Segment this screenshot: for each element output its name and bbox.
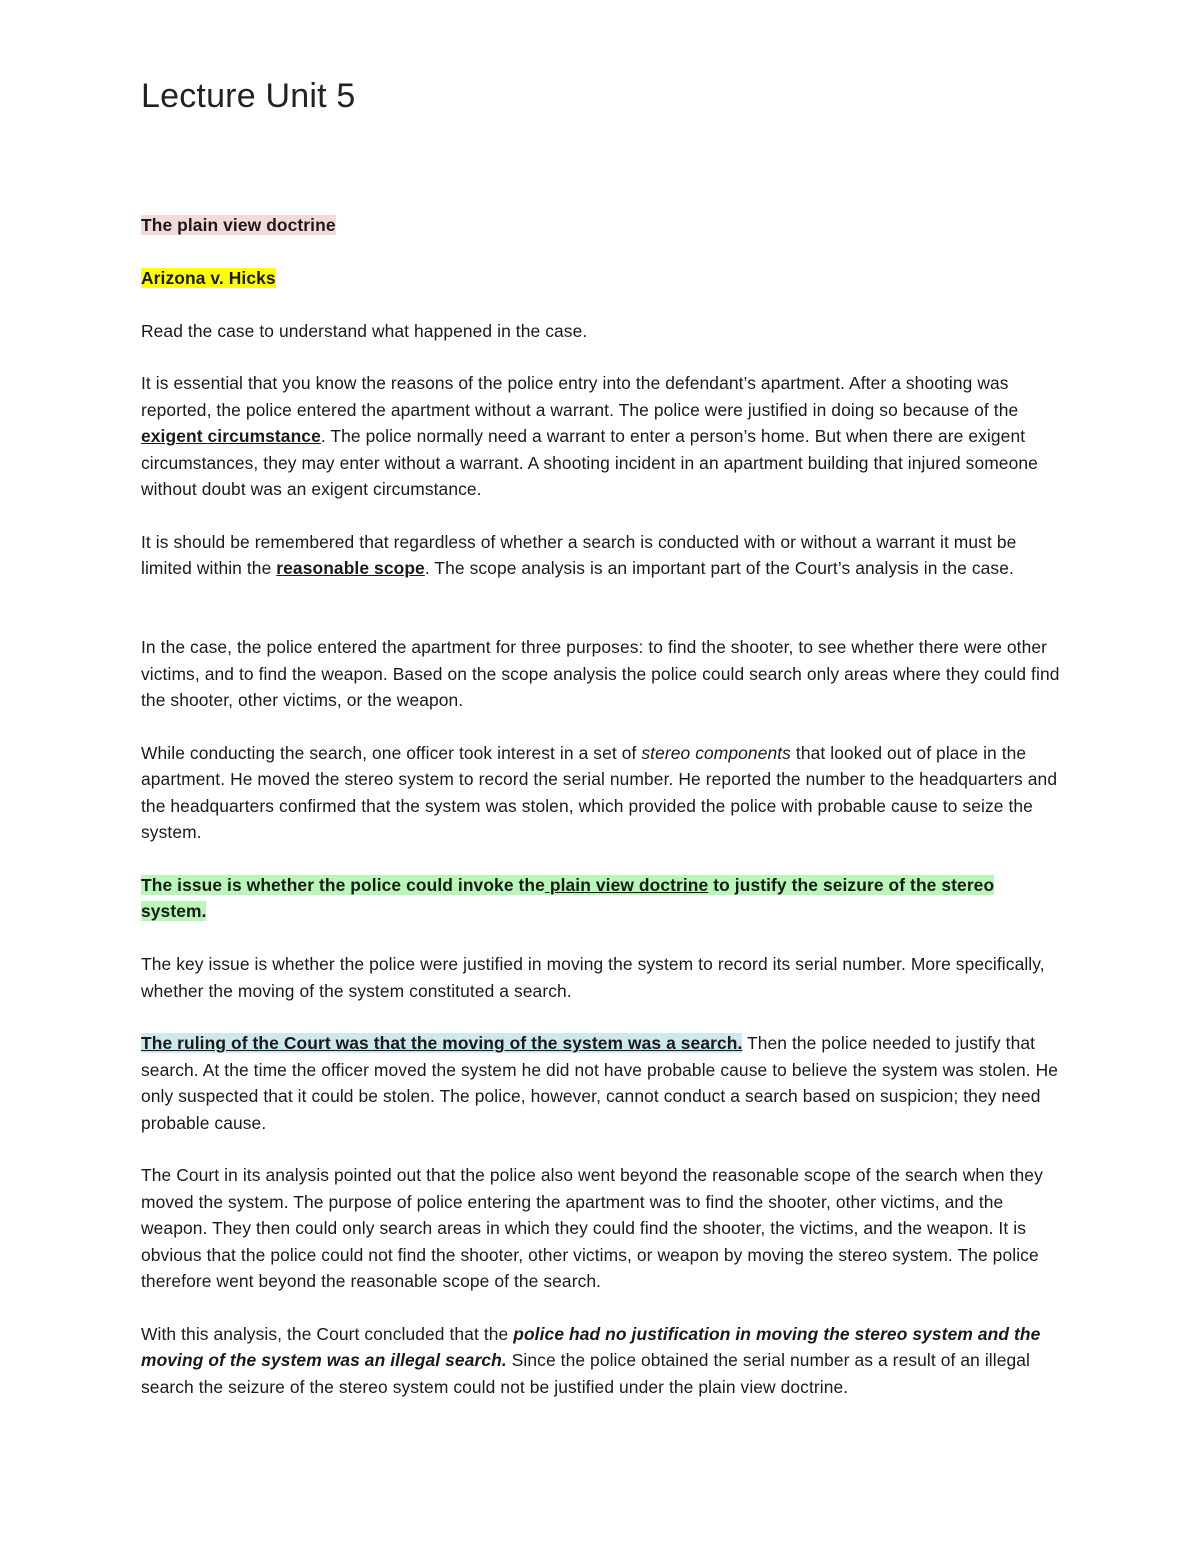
paragraph-conclusion: With this analysis, the Court concluded that the police had no justification in moving the stereo system and the moving of the system was an illegal search. Since the police obtained the serial number as a result of an illegal search the seizure of the stereo system could not be justified under the plain view doctrine. [141, 1323, 1041, 1397]
paragraph-police-entry: It is essential that you know the reasons of the police entry into the defendant’s apartment. After a shooting was reported, the police entered the apartment without a warrant. The police were justified in doing so because of the exigent circumstance. The police normally need a warrant to enter a person’s home. But when there are exigent circumstances, they may enter without a warrant. A shooting incident in an apartment building that injured someone without doubt was an exigent circumstance. [141, 373, 1038, 500]
page-title: Lecture Unit 5 [141, 77, 356, 115]
paragraph-key-issue: The key issue is whether the police were justified in moving the system to record its serial number. More specifically, whether the moving of the system constituted a search. [141, 954, 1045, 1001]
paragraph-stereo-components: While conducting the search, one officer took interest in a set of stereo components that looked out of place in the apartment. He moved the stereo system to record the serial number. He reported the number to the headquarters and the headquarters confirmed that the system was stolen, which provided the police with probable cause to seize the system. [141, 743, 1058, 843]
case-name-text: Arizona v. Hicks [141, 267, 276, 288]
paragraph-ruling: The ruling of the Court was that the moving of the system was a search. Then the police needed to justify that search. At the time the officer moved the system he did not have probable cause to believe the system was stolen. He only suspected that it could be stolen. The police, however, cannot conduct a search based on suspicion; they need probable cause. [141, 1033, 1059, 1133]
conclusion-emphasis: police had no justification in moving the stereo system and the moving of the system was an illegal search. [141, 1323, 1041, 1371]
paragraph-reasonable-scope: It is should be remembered that regardless of whether a search is conducted with or without a warrant it must be limited within the reasonable scope. The scope analysis is an important part of the Court’s analysis in the case. [141, 531, 1017, 579]
paragraph-three-purposes: In the case, the police entered the apartment for three purposes: to find the shooter, to see whether there were other victims, and to find the weapon. Based on the scope analysis the police could search only areas where they could find the shooter, other victims, or the weapon. [141, 637, 1060, 711]
paragraph-read-case: Read the case to understand what happened in the case. [141, 320, 588, 341]
section-heading-text: The plain view doctrine [141, 215, 336, 235]
term-reasonable-scope: reasonable scope [276, 558, 425, 579]
issue-statement: The issue is whether the police could invoke the plain view doctrine to justify the seizure of the stereo system. [141, 875, 995, 922]
section-heading [141, 212, 1060, 238]
paragraph-issue [141, 872, 1060, 925]
paragraph-scope-analysis: The Court in its analysis pointed out that the police also went beyond the reasonable scope of the search when they moved the system. The purpose of police entering the apartment was to find the shooter, other victims, and the weapon. They then could only search areas in which they could find the shooter, the victims, and the weapon. It is obvious that the police could not find the shooter, other victims, or weapon by moving the stereo system. The police therefore went beyond the reasonable scope of the search. [141, 1165, 1043, 1292]
term-exigent-circumstance: exigent circumstance [141, 426, 321, 447]
ruling-statement: The ruling of the Court was that the moving of the system was a search. [141, 1033, 743, 1054]
case-name [141, 265, 1060, 291]
term-stereo-components: stereo components [641, 743, 791, 764]
document-body [141, 212, 1060, 1400]
term-plain-view-doctrine: plain view doctrine [544, 875, 709, 896]
